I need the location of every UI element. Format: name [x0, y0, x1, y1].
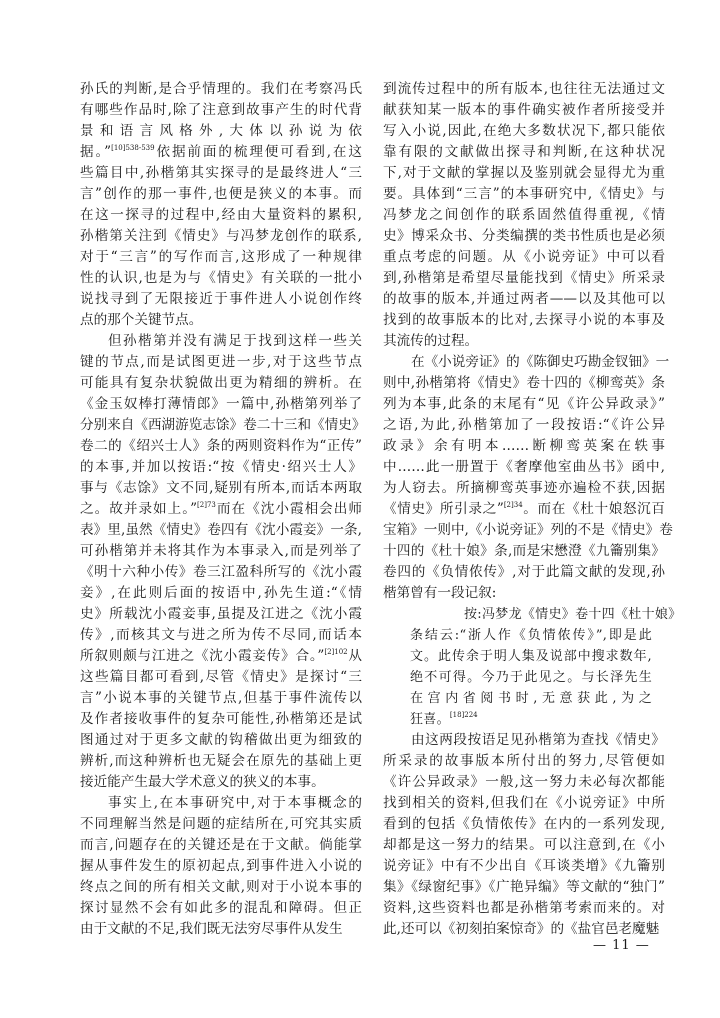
- line-text: 辨析,而这种辨析也无疑会在原先的基础上更: [80, 753, 362, 769]
- text-line: [383, 877, 665, 898]
- text-line: [80, 625, 362, 646]
- line-text: 按:冯梦龙《情史》卷十四《杜十娘》: [464, 607, 682, 622]
- text-line: [383, 835, 665, 856]
- text-line: [383, 772, 665, 793]
- line-text: 写入小说,因此,在绝大多数状况下,都只能依: [383, 123, 665, 139]
- line-text: 由这两段按语足见孙楷第为查找《情史》: [411, 732, 665, 748]
- page-number: — 11 —: [593, 938, 650, 953]
- text-line: [80, 415, 366, 436]
- line-text: 在这一探寻的过程中,经由大量资料的累积,: [80, 207, 362, 223]
- text-line: [80, 919, 362, 940]
- line-text: 《金玉奴棒打薄情郎》一篇中,孙楷第列举了: [80, 396, 362, 412]
- line-text: 十四的《杜十娘》条,而是宋懋澄《九籥别集》: [383, 543, 665, 559]
- line-text: 狂喜。: [410, 712, 450, 727]
- line-text: 之。故并录如上。”: [80, 501, 198, 517]
- line-text: 但孙楷第并没有满足于找到这样一些关: [108, 333, 362, 349]
- line-text: 为人窃去。所摘柳鸾英事迹亦遍检不获,因据: [383, 480, 665, 496]
- line-text: 冯梦龙之间创作的联系固然值得重视,《情: [383, 207, 665, 223]
- text-line: [383, 205, 665, 226]
- text-line: [80, 247, 362, 268]
- line-text: 却都是这一努力的结果。可以注意到,在《小: [383, 837, 665, 853]
- text-line: [80, 394, 362, 415]
- line-text: 探讨显然不会有如此多的混乱和障碍。但正: [80, 900, 362, 916]
- text-line: [80, 751, 362, 772]
- text-line: [80, 457, 362, 478]
- text-line: [383, 373, 665, 394]
- text-column-right: [383, 79, 682, 940]
- text-line: [383, 793, 665, 814]
- line-text: 可能具有复杂状貌做出更为精细的辨析。在: [80, 375, 362, 391]
- line-text: 言”创作的那一事件,也便是狭义的本事。而: [80, 186, 362, 202]
- line-text: 下,对于文献的掌握以及鉴别就会显得尤为重: [383, 165, 665, 181]
- line-text: 的故事的版本,并通过两者——以及其他可以: [383, 291, 665, 307]
- line-text: 说旁证》中有不少出自《耳谈类增》《九籥别: [383, 858, 665, 874]
- text-line: [383, 79, 665, 100]
- text-line: [80, 604, 362, 625]
- line-text: 言”小说本事的关键节点,但基于事件流传以: [80, 690, 362, 706]
- text-line: [383, 898, 665, 919]
- text-line: [383, 562, 665, 583]
- citation-superscript: [2]34: [503, 501, 523, 509]
- text-line: [80, 289, 362, 310]
- text-line: [80, 478, 362, 499]
- line-text: 卷二的《绍兴士人》条的两则资料作为“正传”: [80, 438, 362, 454]
- text-line: [383, 163, 665, 184]
- line-text: 景和语言风格外,大体以孙说为依: [80, 123, 362, 139]
- text-line: [383, 121, 665, 142]
- line-text: 靠有限的文献做出探寻和判断,在这种状况: [383, 144, 665, 160]
- block-quote-line: [410, 688, 652, 709]
- line-text-after-citation: 从: [347, 648, 363, 664]
- text-line: [383, 520, 673, 541]
- text-line: [80, 163, 362, 184]
- text-line: [80, 898, 362, 919]
- line-text: 则中,孙楷第将《情史》卷十四的《柳鸾英》条: [383, 375, 665, 391]
- text-line: [383, 247, 665, 268]
- text-line: [80, 583, 362, 604]
- block-quote-line: [410, 667, 652, 688]
- text-line: [383, 331, 665, 352]
- line-text: 史》所载沈小霞妾事,虽提及江进之《沈小霞: [80, 606, 362, 622]
- text-line: [383, 478, 665, 499]
- text-line: [80, 268, 362, 289]
- line-text: 接近能产生最大学术意义的狭义的本事。: [80, 774, 325, 790]
- line-text: 对于“三言”的写作而言,这形成了一种规律: [80, 249, 362, 265]
- line-text: 看到的包括《负情侬传》在内的一系列发现,: [383, 816, 665, 832]
- line-text: 史》博采众书、分类编撰的类书性质也是必须: [383, 228, 665, 244]
- line-text: 说找寻到了无限接近于事件进人小说创作终: [80, 291, 362, 307]
- text-line: [80, 436, 362, 457]
- text-line: [80, 310, 362, 331]
- text-line: [80, 709, 362, 730]
- line-text: 卷四的《负情侬传》,对于此篇文献的发现,孙: [383, 564, 665, 580]
- text-line: [80, 730, 362, 751]
- text-line: [80, 79, 362, 100]
- line-text: 妾》,在此则后面的按语中,孙先生道:“《情: [80, 585, 362, 601]
- citation-superscript: [2]73: [197, 501, 216, 509]
- citation-superscript: [2]102: [324, 648, 348, 656]
- line-text: 所叙则颇与江进之《沈小霞妾传》合。”: [80, 648, 325, 664]
- text-line: [80, 856, 362, 877]
- line-text: 找到的故事版本的比对,去探寻小说的本事及: [383, 312, 665, 328]
- text-line: [80, 814, 362, 835]
- text-line: [80, 331, 362, 352]
- text-line: [80, 877, 362, 898]
- text-line: [383, 436, 665, 457]
- line-text: 资料,这些资料也都是孙楷第考索而来的。对: [383, 900, 665, 916]
- text-line: [80, 100, 362, 121]
- text-line: [383, 751, 665, 772]
- line-text: 键的节点,而是试图更进一步,对于这些节点: [80, 354, 362, 370]
- text-line: [383, 352, 670, 373]
- line-text: 而言,问题存在的关键还是在于文献。倘能掌: [80, 837, 362, 853]
- line-text: 孙楷第关注到《情史》与冯梦龙创作的联系,: [80, 228, 362, 244]
- block-quote-line: [410, 709, 652, 730]
- line-text: 所采录的故事版本所付出的努力,尽管便如: [383, 753, 665, 769]
- text-line: [80, 226, 362, 247]
- text-line: [383, 457, 665, 478]
- line-text: 到流传过程中的所有版本,也往往无法通过文: [383, 81, 665, 97]
- line-text: 重点考虑的问题。从《小说旁证》中可以看: [383, 249, 665, 265]
- line-text: 绝不可得。今乃于此见之。与长泽先生: [410, 670, 652, 685]
- text-line: [80, 142, 362, 163]
- line-text: 些篇目中,孙楷第其实探寻的是最终进人“三: [80, 165, 362, 181]
- text-line: [383, 142, 665, 163]
- text-line: [383, 394, 665, 415]
- text-line: [383, 184, 665, 205]
- text-column-left: [80, 79, 366, 940]
- text-line: [80, 520, 362, 541]
- line-text: 在《小说旁证》的《陈御史巧勘金钗钿》一: [411, 354, 670, 370]
- line-text: 性的认识,也是为与《情史》有关联的一批小: [80, 270, 362, 286]
- line-text: 列为本事,此条的末尾有“见《许公异政录》”: [383, 396, 665, 412]
- text-line: [383, 583, 665, 604]
- line-text: 找到相关的资料,但我们在《小说旁证》中所: [383, 795, 665, 811]
- line-text-after-citation: 依据前面的梳理便可看到,在这: [154, 144, 362, 160]
- line-text: 传》,而核其文与进之所为传不尽同,而话本: [80, 627, 362, 643]
- text-line: [80, 688, 362, 709]
- block-quote-line: [410, 646, 652, 667]
- citation-superscript: [10]538-539: [111, 144, 155, 152]
- line-text: 政录》余有明本……断柳鸾英案在轶事: [383, 438, 665, 454]
- line-text: 《情史》所引录之”: [383, 501, 504, 517]
- text-line: [383, 415, 665, 436]
- line-text: 的本事,并加以按语:“按《情史·绍兴士人》: [80, 459, 362, 475]
- text-line: [80, 499, 362, 520]
- line-text: 据。”: [80, 144, 112, 160]
- text-line: [383, 541, 665, 562]
- text-line: [80, 121, 362, 142]
- line-text: 其流传的过程。: [383, 333, 479, 349]
- line-text: 楷第曾有一段记叙:: [383, 585, 497, 601]
- line-text: 《明十六种小传》卷三江盈科所写的《沈小霞: [80, 564, 362, 580]
- line-text: 中……此一册置于《奢摩他室曲丛书》函中,: [383, 459, 665, 475]
- line-text: 有哪些作品时,除了注意到故事产生的时代背: [80, 102, 362, 118]
- text-line: [383, 730, 665, 751]
- line-text: 献获知某一版本的事件确实被作者所接受并: [383, 102, 665, 118]
- citation-superscript: [18]224: [449, 711, 478, 719]
- line-text: 事实上,在本事研究中,对于本事概念的: [108, 795, 362, 811]
- line-text: 之语,为此,孙楷第加了一段按语:“《许公异: [383, 417, 665, 433]
- line-text: 及作者接收事件的复杂可能性,孙楷第还是试: [80, 711, 362, 727]
- line-text: 集》《绿窗纪事》《广艳异编》等文献的“独门”: [383, 879, 665, 895]
- line-text-after-citation: 而在《沈小霞相会出师: [215, 501, 362, 517]
- line-text: 终点之间的所有相关文献,则对于小说本事的: [80, 879, 362, 895]
- text-line: [383, 499, 665, 520]
- line-text: 此,还可以《初刻拍案惊奇》的《盐官邑老魔魅: [383, 921, 660, 937]
- line-text: 由于文献的不足,我们既无法穷尽事件从发生: [80, 921, 343, 937]
- line-text: 表》里,虽然《情史》卷四有《沈小霞妾》一条,: [80, 522, 362, 538]
- line-text: 《许公异政录》一般,这一努力未必每次都能: [383, 774, 665, 790]
- text-line: [80, 352, 362, 373]
- text-line: [80, 793, 362, 814]
- text-line: [383, 268, 665, 289]
- text-line: [80, 562, 362, 583]
- text-line: [80, 205, 362, 226]
- text-line: [383, 814, 665, 835]
- block-quote-line: [410, 604, 682, 625]
- text-line: [80, 541, 362, 562]
- line-text: 文。此传余于明人集及说部中搜求数年,: [410, 649, 652, 664]
- line-text-after-citation: 。而在《杜十娘怒沉百: [522, 501, 665, 517]
- line-text: 事与《志馀》文不同,疑别有所本,而话本两取: [80, 480, 362, 496]
- line-text: 宝箱》一则中,《小说旁证》列的不是《情史》卷: [383, 522, 673, 538]
- line-text: 图通过对于更多文献的钩稽做出更为细致的: [80, 732, 362, 748]
- line-text: 孙氏的判断,是合乎情理的。我们在考察冯氏: [80, 81, 362, 97]
- text-line: [80, 646, 362, 667]
- text-line: [80, 835, 362, 856]
- text-line: [80, 667, 362, 688]
- text-line: [383, 310, 665, 331]
- text-line: [383, 289, 665, 310]
- line-text: 分别来自《西湖游览志馀》卷二十三和《情史》: [80, 417, 366, 433]
- text-line: [80, 772, 362, 793]
- text-line: [383, 919, 665, 940]
- line-text: 条结云:“浙人作《负情侬传》”,即是此: [410, 628, 652, 643]
- text-line: [383, 856, 665, 877]
- text-line: [383, 226, 665, 247]
- text-line: [383, 100, 665, 121]
- line-text: 点的那个关键节点。: [80, 312, 203, 328]
- line-text: 在宫内省阅书时,无意获此,为之: [410, 691, 652, 706]
- block-quote-line: [410, 625, 652, 646]
- text-line: [80, 373, 362, 394]
- line-text: 到,孙楷第是希望尽量能找到《情史》所采录: [383, 270, 665, 286]
- line-text: 不同理解当然是问题的症结所在,可究其实质: [80, 816, 362, 832]
- line-text: 这些篇目都可看到,尽管《情史》是探讨“三: [80, 669, 362, 685]
- line-text: 要。具体到“三言”的本事研究中,《情史》与: [383, 186, 665, 202]
- line-text: 可孙楷第并未将其作为本事录入,而是列举了: [80, 543, 362, 559]
- line-text: 握从事件发生的原初起点,到事件进入小说的: [80, 858, 362, 874]
- text-line: [80, 184, 362, 205]
